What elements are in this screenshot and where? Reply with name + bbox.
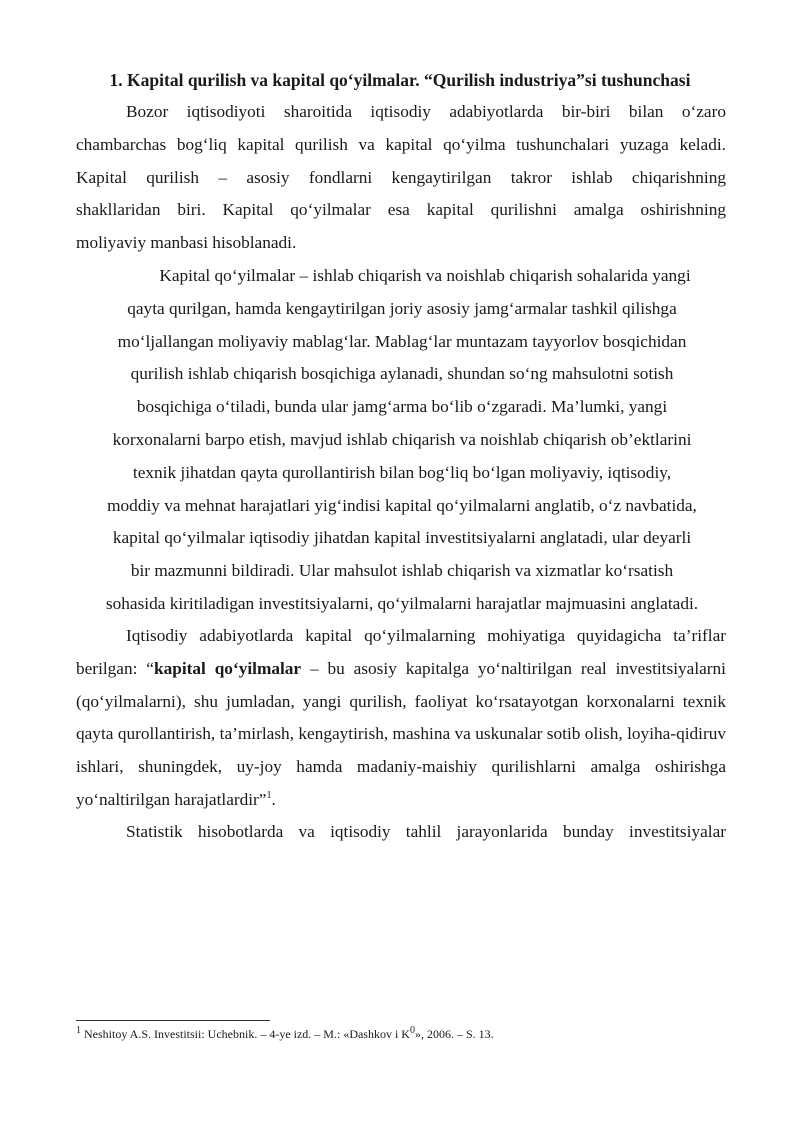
paragraph-3-end: . bbox=[271, 789, 276, 809]
paragraph-2-line: bir mazmunni bildiradi. Ular mahsulot ishlab chiqarish va xizmatlar ko‘rsatish bbox=[130, 561, 674, 581]
paragraph-2-line: sohasida kiritiladigan investitsiyalarni, qo‘yilmalarni harajatlar majmuasini anglatadi. bbox=[105, 593, 699, 613]
paragraph-2-line: kapital qo‘yilmalar iqtisodiy jihatdan kapital investitsiyalarni anglatadi, ular deyarli bbox=[112, 528, 692, 548]
paragraph-1 bbox=[76, 96, 726, 260]
footnote-superscript: 0 bbox=[409, 1025, 415, 1036]
paragraph-2-line: qurilish ishlab chiqarish bosqichiga aylanadi, shundan so‘ng mahsulotni sotish bbox=[130, 364, 674, 384]
paragraph-4-line: Statistik hisobotlarda va iqtisodiy tahlil jarayonlarida bunday investitsiyalar bbox=[126, 822, 726, 841]
paragraph-1-line: Kapital qurilish – asosiy fondlarni kengaytirilgan takror ishlab chiqarishning bbox=[76, 167, 726, 187]
footnote-text-end: », 2006. – S. 13. bbox=[414, 1027, 494, 1041]
paragraph-1-line: chambarchas bog‘liq kapital qurilish va kapital qo‘yilma tushunchalari yuzaga keladi. bbox=[76, 134, 726, 154]
paragraph-1-line: Bozor iqtisodiyoti sharoitida iqtisodiy adabiyotlarda bir-biri bilan o‘zaro bbox=[126, 102, 726, 121]
paragraph-2-line: moddiy va mehnat harajatlari yig‘indisi kapital qo‘yilmalarni anglatib, o‘z navbatida, bbox=[107, 495, 697, 515]
section-heading: 1. Kapital qurilish va kapital qo‘yilmalar. “Qurilish industriya”si tushunchasi bbox=[109, 70, 691, 90]
paragraph-2-line: Kapital qo‘yilmalar – ishlab chiqarish va noishlab chiqarish sohalarida yangi bbox=[159, 266, 691, 285]
paragraph-2-line: mo‘ljallangan moliyaviy mablag‘lar. Mablag‘lar muntazam tayyorlov bosqichidan bbox=[117, 331, 687, 351]
paragraph-2 bbox=[78, 260, 726, 621]
paragraph-1-line: moliyaviy manbasi hisoblanadi. bbox=[76, 233, 297, 253]
paragraph-2-line: korxonalarni barpo etish, mavjud ishlab chiqarish va noishlab chiqarish ob’ektlarini bbox=[112, 429, 692, 449]
paragraph-2-line: bosqichiga o‘tiladi, bunda ular jamg‘arma bo‘lib o‘zgaradi. Ma’lumki, yangi bbox=[136, 397, 668, 417]
paragraph-1-line: shakllaridan biri. Kapital qo‘yilmalar esa kapital qurilishni amalga oshirishning bbox=[76, 200, 726, 220]
paragraph-2-line: qayta qurilgan, hamda kengaytirilgan joriy asosiy jamg‘armalar tashkil qilishga bbox=[127, 298, 677, 318]
footnote-text: Neshitoy A.S. Investitsii: Uchebnik. – 4-ye izd. – M.: «Dashkov i K bbox=[81, 1027, 410, 1041]
paragraph-3-intro: Iqtisodiy adabiyotlarda kapital qo‘yilmalarning mohiyatiga quyidagicha ta’riflar berilgan: “ bbox=[76, 626, 726, 678]
defined-term: kapital qo‘yilmalar bbox=[153, 658, 302, 678]
footnote-number: 1 bbox=[76, 1025, 81, 1036]
paragraph-4 bbox=[76, 816, 726, 849]
paragraph-3-body: – bu asosiy kapitalga yo‘naltirilgan real investitsiyalarni (qo‘yilmalarni), shu jumladan, yangi qurilish, faoliyat ko‘rsatayotgan korxonalarni texnik qayta qurollantirish, ta’mirlash, kengaytirish, mashina va uskunalar sotib olish, loyiha-qidiruv ishlari, shuningdek, uy-joy hamda madaniy-maishiy qurilishlarni amalga oshirishga yo‘naltirilgan harajatlardir” bbox=[76, 658, 726, 809]
paragraph-2-line: texnik jihatdan qayta qurollantirish bilan bog‘liq bo‘lgan moliyaviy, iqtisodiy, bbox=[132, 462, 672, 482]
footnote bbox=[76, 1027, 494, 1041]
footnote-reference[interactable]: 1 bbox=[266, 790, 272, 802]
footnote-separator bbox=[76, 1020, 270, 1021]
paragraph-3 bbox=[76, 620, 726, 817]
